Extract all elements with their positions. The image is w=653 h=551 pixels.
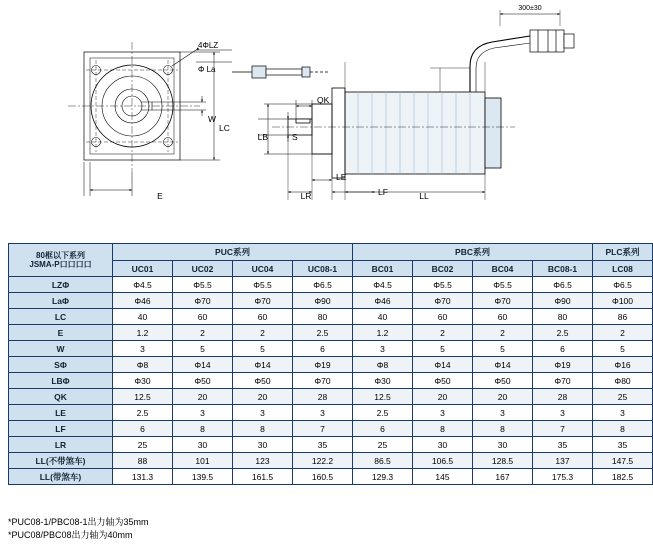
label-bolt: 4ΦLZ bbox=[198, 41, 219, 50]
cell: Φ70 bbox=[473, 293, 533, 309]
cell: 129.3 bbox=[353, 469, 413, 485]
cell: 175.3 bbox=[533, 469, 593, 485]
cell: 3 bbox=[593, 405, 653, 421]
drawing-svg bbox=[0, 0, 600, 235]
table-row bbox=[9, 437, 653, 453]
row-label: LC bbox=[9, 309, 113, 325]
col-header-lc08: LC08 bbox=[593, 261, 653, 277]
cell: 137 bbox=[533, 453, 593, 469]
cell: 5 bbox=[233, 341, 293, 357]
cell: 35 bbox=[533, 437, 593, 453]
cell: 7 bbox=[533, 421, 593, 437]
cell: Φ16 bbox=[593, 357, 653, 373]
cell: 30 bbox=[473, 437, 533, 453]
table-row bbox=[9, 357, 653, 373]
label-cable-length: 300±30 bbox=[518, 5, 542, 12]
cell: 12.5 bbox=[353, 389, 413, 405]
cell: 123 bbox=[233, 453, 293, 469]
table-group-header-row bbox=[9, 244, 653, 261]
cell: 139.5 bbox=[173, 469, 233, 485]
cell: 2 bbox=[173, 325, 233, 341]
group-header-plc: PLC系列 bbox=[593, 244, 653, 261]
cell: Φ19 bbox=[533, 357, 593, 373]
table-row bbox=[9, 309, 653, 325]
col-header-bc04: BC04 bbox=[473, 261, 533, 277]
cell: 3 bbox=[533, 405, 593, 421]
cell: 2.5 bbox=[293, 325, 353, 341]
table-row bbox=[9, 405, 653, 421]
cell: Φ70 bbox=[233, 293, 293, 309]
cell: 6 bbox=[293, 341, 353, 357]
cell: 8 bbox=[413, 421, 473, 437]
cell: Φ14 bbox=[473, 357, 533, 373]
label-w: W bbox=[208, 114, 217, 124]
cell: Φ70 bbox=[533, 373, 593, 389]
cell: 25 bbox=[593, 389, 653, 405]
cell: Φ14 bbox=[173, 357, 233, 373]
cell: 3 bbox=[413, 405, 473, 421]
table-corner-cell bbox=[9, 244, 113, 277]
row-label: LL(带煞车) bbox=[9, 469, 113, 485]
cell: 60 bbox=[473, 309, 533, 325]
cell: 3 bbox=[293, 405, 353, 421]
row-label: LZΦ bbox=[9, 277, 113, 293]
col-header-bc08-1: BC08-1 bbox=[533, 261, 593, 277]
label-e: E bbox=[157, 191, 163, 201]
cell: Φ6.5 bbox=[593, 277, 653, 293]
cell: 28 bbox=[533, 389, 593, 405]
col-header-uc02: UC02 bbox=[173, 261, 233, 277]
cell: 122.2 bbox=[293, 453, 353, 469]
table-row bbox=[9, 293, 653, 309]
cell: 6 bbox=[353, 421, 413, 437]
cell: 145 bbox=[413, 469, 473, 485]
cell: 20 bbox=[473, 389, 533, 405]
table-row bbox=[9, 373, 653, 389]
cell: 25 bbox=[113, 437, 173, 453]
cell: Φ4.5 bbox=[353, 277, 413, 293]
cell: 30 bbox=[173, 437, 233, 453]
cell: 167 bbox=[473, 469, 533, 485]
cell: 30 bbox=[413, 437, 473, 453]
cell: 2 bbox=[473, 325, 533, 341]
table-row bbox=[9, 453, 653, 469]
cell: Φ30 bbox=[353, 373, 413, 389]
corner-line-1: 80框以下系列 bbox=[36, 250, 85, 260]
cell: 35 bbox=[293, 437, 353, 453]
cell: 40 bbox=[113, 309, 173, 325]
cell: 3 bbox=[173, 405, 233, 421]
cell: Φ46 bbox=[113, 293, 173, 309]
row-label: SΦ bbox=[9, 357, 113, 373]
cell: 60 bbox=[173, 309, 233, 325]
cell: 5 bbox=[593, 341, 653, 357]
row-label: LaΦ bbox=[9, 293, 113, 309]
cell: Φ70 bbox=[173, 293, 233, 309]
cell: Φ4.5 bbox=[113, 277, 173, 293]
row-label: LL(不带煞车) bbox=[9, 453, 113, 469]
cell: 8 bbox=[173, 421, 233, 437]
cell: Φ6.5 bbox=[533, 277, 593, 293]
cell: 20 bbox=[413, 389, 473, 405]
cell: 35 bbox=[593, 437, 653, 453]
cell: Φ5.5 bbox=[173, 277, 233, 293]
cell: Φ90 bbox=[533, 293, 593, 309]
cell: 20 bbox=[173, 389, 233, 405]
col-header-bc01: BC01 bbox=[353, 261, 413, 277]
row-label: LE bbox=[9, 405, 113, 421]
table-row bbox=[9, 277, 653, 293]
cell: 106.5 bbox=[413, 453, 473, 469]
cell: Φ8 bbox=[353, 357, 413, 373]
label-lr: LR bbox=[300, 191, 312, 201]
footnote-2: *PUC08/PBC08出力轴为40mm bbox=[8, 530, 133, 541]
cell: 86 bbox=[593, 309, 653, 325]
cell: Φ14 bbox=[413, 357, 473, 373]
cell: 60 bbox=[413, 309, 473, 325]
cell: 128.5 bbox=[473, 453, 533, 469]
cell: Φ5.5 bbox=[473, 277, 533, 293]
cell: Φ70 bbox=[413, 293, 473, 309]
cell: Φ5.5 bbox=[233, 277, 293, 293]
label-le: LE bbox=[336, 172, 347, 182]
cell: 8 bbox=[593, 421, 653, 437]
cell: 1.2 bbox=[353, 325, 413, 341]
cell: 1.2 bbox=[113, 325, 173, 341]
table-row bbox=[9, 341, 653, 357]
cell: 2 bbox=[593, 325, 653, 341]
cell: 182.5 bbox=[593, 469, 653, 485]
cell: 2.5 bbox=[113, 405, 173, 421]
cell: 30 bbox=[233, 437, 293, 453]
cell: Φ50 bbox=[233, 373, 293, 389]
cell: 25 bbox=[353, 437, 413, 453]
table-row bbox=[9, 469, 653, 485]
label-lf: LF bbox=[378, 187, 388, 197]
row-label: LF bbox=[9, 421, 113, 437]
cell: 101 bbox=[173, 453, 233, 469]
footnote-1: *PUC08-1/PBC08-1出力轴为35mm bbox=[8, 517, 149, 527]
cell: 20 bbox=[233, 389, 293, 405]
cell: Φ90 bbox=[293, 293, 353, 309]
spec-table-container bbox=[8, 243, 640, 485]
cell: 3 bbox=[233, 405, 293, 421]
cell: 161.5 bbox=[233, 469, 293, 485]
cell: 3 bbox=[473, 405, 533, 421]
cell: 8 bbox=[473, 421, 533, 437]
corner-line-2: JSMA-P口口口口 bbox=[29, 260, 92, 269]
cell: 88 bbox=[113, 453, 173, 469]
cell: 160.5 bbox=[293, 469, 353, 485]
col-header-uc04: UC04 bbox=[233, 261, 293, 277]
cell: 2.5 bbox=[533, 325, 593, 341]
label-lb: LB bbox=[257, 132, 268, 142]
label-qk: QK bbox=[317, 95, 330, 105]
label-s: S bbox=[292, 132, 298, 142]
cell: 131.3 bbox=[113, 469, 173, 485]
cell: 5 bbox=[413, 341, 473, 357]
cell: Φ80 bbox=[593, 373, 653, 389]
cell: Φ50 bbox=[173, 373, 233, 389]
col-header-uc01: UC01 bbox=[113, 261, 173, 277]
label-lc: LC bbox=[219, 123, 230, 133]
table-row bbox=[9, 389, 653, 405]
cell: 8 bbox=[233, 421, 293, 437]
cell: 2.5 bbox=[353, 405, 413, 421]
group-header-pbc: PBC系列 bbox=[353, 244, 593, 261]
spec-table bbox=[8, 243, 653, 485]
cell: Φ100 bbox=[593, 293, 653, 309]
cell: 12.5 bbox=[113, 389, 173, 405]
col-header-uc08-1: UC08-1 bbox=[293, 261, 353, 277]
cell: Φ50 bbox=[473, 373, 533, 389]
cell: 5 bbox=[473, 341, 533, 357]
cell: Φ70 bbox=[293, 373, 353, 389]
cell: Φ50 bbox=[413, 373, 473, 389]
row-label: LBΦ bbox=[9, 373, 113, 389]
table-row bbox=[9, 421, 653, 437]
cell: 2 bbox=[413, 325, 473, 341]
cell: 3 bbox=[113, 341, 173, 357]
cell: 86.5 bbox=[353, 453, 413, 469]
footnotes bbox=[8, 516, 149, 542]
cell: Φ46 bbox=[353, 293, 413, 309]
cell: Φ6.5 bbox=[293, 277, 353, 293]
cell: Φ30 bbox=[113, 373, 173, 389]
cell: 80 bbox=[533, 309, 593, 325]
cell: 7 bbox=[293, 421, 353, 437]
group-header-puc: PUC系列 bbox=[113, 244, 353, 261]
cell: Φ8 bbox=[113, 357, 173, 373]
row-label: LR bbox=[9, 437, 113, 453]
cell: 6 bbox=[533, 341, 593, 357]
cell: 80 bbox=[293, 309, 353, 325]
cell: 3 bbox=[353, 341, 413, 357]
cell: 28 bbox=[293, 389, 353, 405]
row-label: QK bbox=[9, 389, 113, 405]
row-label: E bbox=[9, 325, 113, 341]
label-ll: LL bbox=[419, 191, 429, 201]
label-bolt-sub: Φ La bbox=[198, 65, 216, 74]
cell: 6 bbox=[113, 421, 173, 437]
cell: 60 bbox=[233, 309, 293, 325]
col-header-bc02: BC02 bbox=[413, 261, 473, 277]
cell: Φ14 bbox=[233, 357, 293, 373]
technical-drawing bbox=[0, 0, 600, 235]
cell: 40 bbox=[353, 309, 413, 325]
cell: Φ19 bbox=[293, 357, 353, 373]
cell: 147.5 bbox=[593, 453, 653, 469]
cell: Φ5.5 bbox=[413, 277, 473, 293]
cell: 2 bbox=[233, 325, 293, 341]
row-label: W bbox=[9, 341, 113, 357]
cell: 5 bbox=[173, 341, 233, 357]
table-row bbox=[9, 325, 653, 341]
